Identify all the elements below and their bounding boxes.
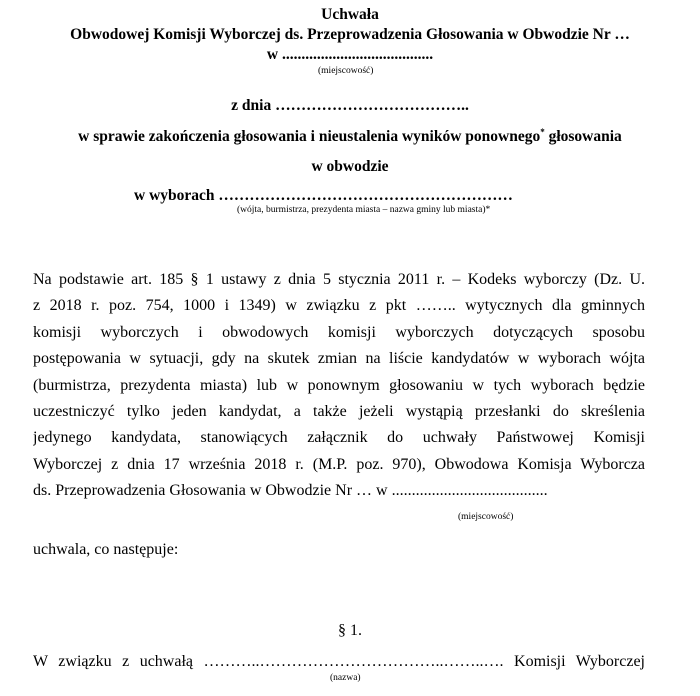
paragraph-line: uczestniczyć tylko jeden kandydat, a także jeżeli wystąpią przesłanki do skreślenia: [33, 402, 645, 420]
date-line: z dnia ………………………………..: [231, 97, 469, 114]
paragraph-line: komisji wyborczych i obwodowych komisji wyborczych dotyczących sposobu: [33, 323, 645, 341]
subject-text-end: głosowania: [544, 128, 622, 145]
place-line: w .......................................: [266, 46, 434, 63]
section-1-line: W związku z uchwałą ………..……………………………..……..…. Komisji Wyborczej: [33, 653, 645, 670]
elections-caption: (wójta, burmistrza, prezydenta miasta – nazwa gminy lub miasta)*: [237, 205, 491, 215]
paragraph-line: postępowania w sytuacji, gdy na skutek zmian na liście kandydatów w wyborach wójta: [33, 350, 645, 368]
resolves-line: uchwala, co następuje:: [33, 541, 179, 558]
subject-line-2: w obwodzie: [311, 158, 389, 175]
paragraph-line: z 2018 r. poz. 754, 1000 i 1349) w związku z pkt …….. wytycznych dla gminnych: [33, 297, 645, 315]
paragraph-line: ds. Przeprowadzenia Głosowania w Obwodzie Nr … w .......................................: [33, 482, 548, 500]
subject-footnote-star: *: [540, 126, 545, 137]
subject-text: w sprawie zakończenia głosowania i nieustalenia wyników ponownego: [78, 128, 541, 145]
elections-line: w wyborach …………………………………………………: [134, 187, 513, 204]
place-caption: (miejscowość): [318, 66, 374, 76]
body-place-caption: (miejscowość): [458, 512, 514, 522]
name-caption: (nazwa): [330, 673, 361, 683]
paragraph-line: jedynego kandydata, stanowiących załącznik do uchwały Państwowej Komisji: [33, 429, 645, 447]
legal-basis-paragraph: [33, 267, 645, 505]
paragraph-line: (burmistrza, prezydenta miasta) lub w ponownym głosowaniu w tych wyborach będzie: [33, 376, 645, 394]
section-1-heading: § 1.: [338, 622, 362, 639]
paragraph-line: Wyborczej z dnia 17 września 2018 r. (M.P. poz. 970), Obwodowa Komisja Wyborcza: [33, 455, 645, 473]
subject-line-1: [0, 128, 700, 146]
document-title: Uchwała: [321, 6, 379, 23]
commission-name: Obwodowej Komisji Wyborczej ds. Przeprowadzenia Głosowania w Obwodzie Nr …: [70, 26, 630, 43]
paragraph-line: Na podstawie art. 185 § 1 ustawy z dnia 5 stycznia 2011 r. – Kodeks wyborczy (Dz. U.: [33, 271, 645, 288]
